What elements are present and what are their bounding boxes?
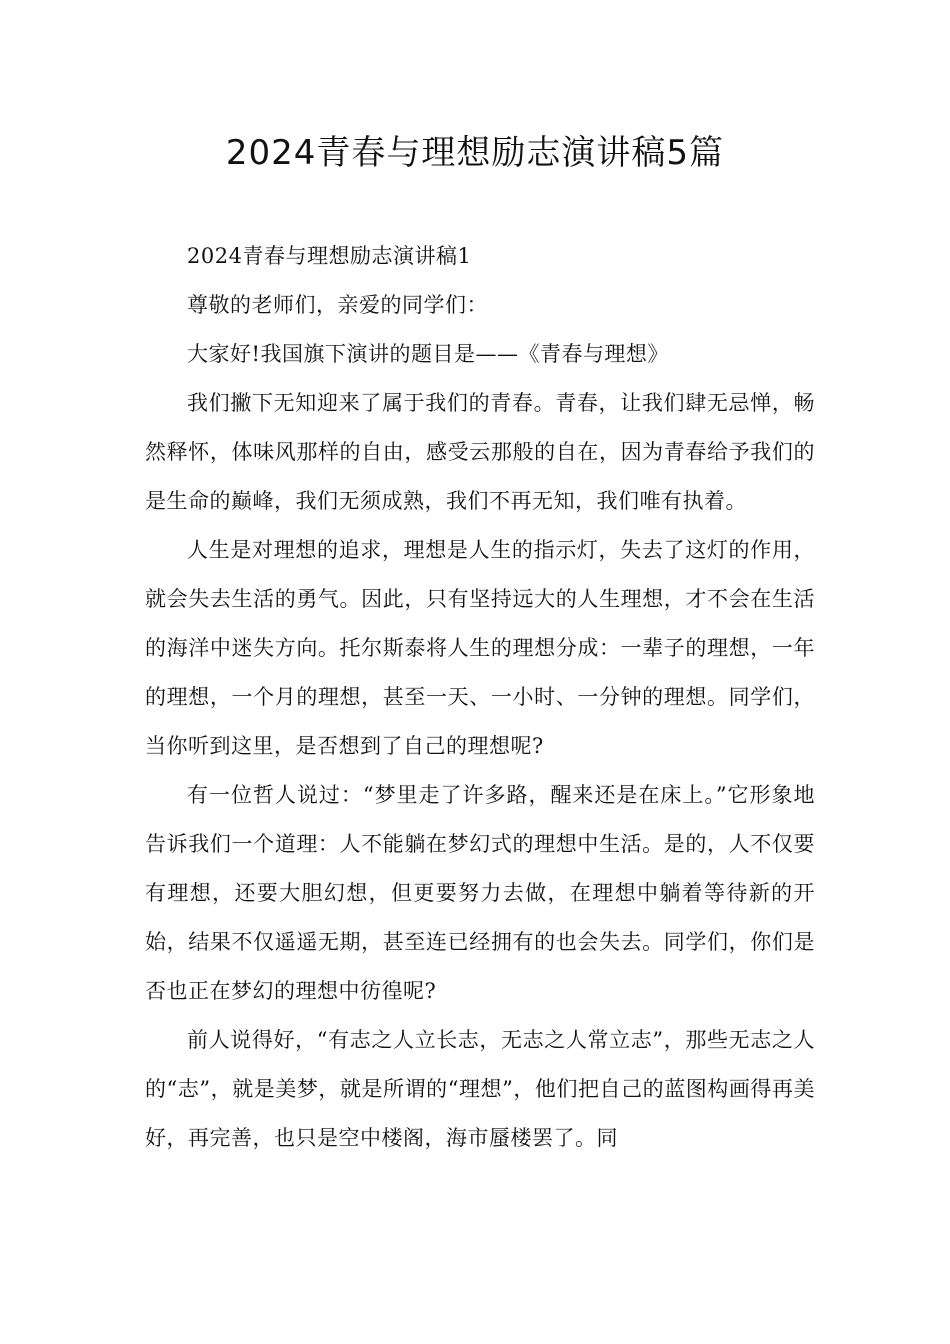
section-heading: 2024青春与理想励志演讲稿1 (187, 244, 472, 268)
salutation: 尊敬的老师们，亲爱的同学们： (187, 293, 488, 317)
paragraph: 人生是对理想的追求，理想是人生的指示灯，失去了这灯的作用，就会失去生活的勇气。因此，只有坚持远大的人生理想，才不会在生活的海洋中迷失方向。托尔斯泰将人生的理想分成：一辈子的理想，一年的理想，一个月的理想，甚至一天、一小时、一分钟的理想。同学们，当你听到这里，是否想到了自己的理想呢? (145, 538, 815, 758)
greeting-line: 大家好!我国旗下演讲的题目是——《青春与理想》 (187, 342, 669, 366)
document-body (145, 232, 815, 1163)
paragraph: 我们撇下无知迎来了属于我们的青春。青春，让我们肆无忌惮，畅然释怀，体味风那样的自由，感受云那般的自在，因为青春给予我们的是生命的巅峰，我们无须成熟，我们不再无知，我们唯有执着。 (145, 391, 815, 513)
paragraph: 有一位哲人说过：“梦里走了许多路，醒来还是在床上。”它形象地告诉我们一个道理：人不能躺在梦幻式的理想中生活。是的，人不仅要有理想，还要大胆幻想，但更要努力去做，在理想中躺着等待新的开始，结果不仅遥遥无期，甚至连已经拥有的也会失去。同学们，你们是否也正在梦幻的理想中彷徨呢? (145, 783, 815, 1003)
paragraph: 前人说得好，“有志之人立长志，无志之人常立志”，那些无志之人的“志”，就是美梦，就是所谓的“理想”，他们把自己的蓝图构画得再美好，再完善，也只是空中楼阁，海市蜃楼罢了。同 (145, 1028, 815, 1150)
document-title: 2024青春与理想励志演讲稿5篇 (225, 133, 725, 173)
